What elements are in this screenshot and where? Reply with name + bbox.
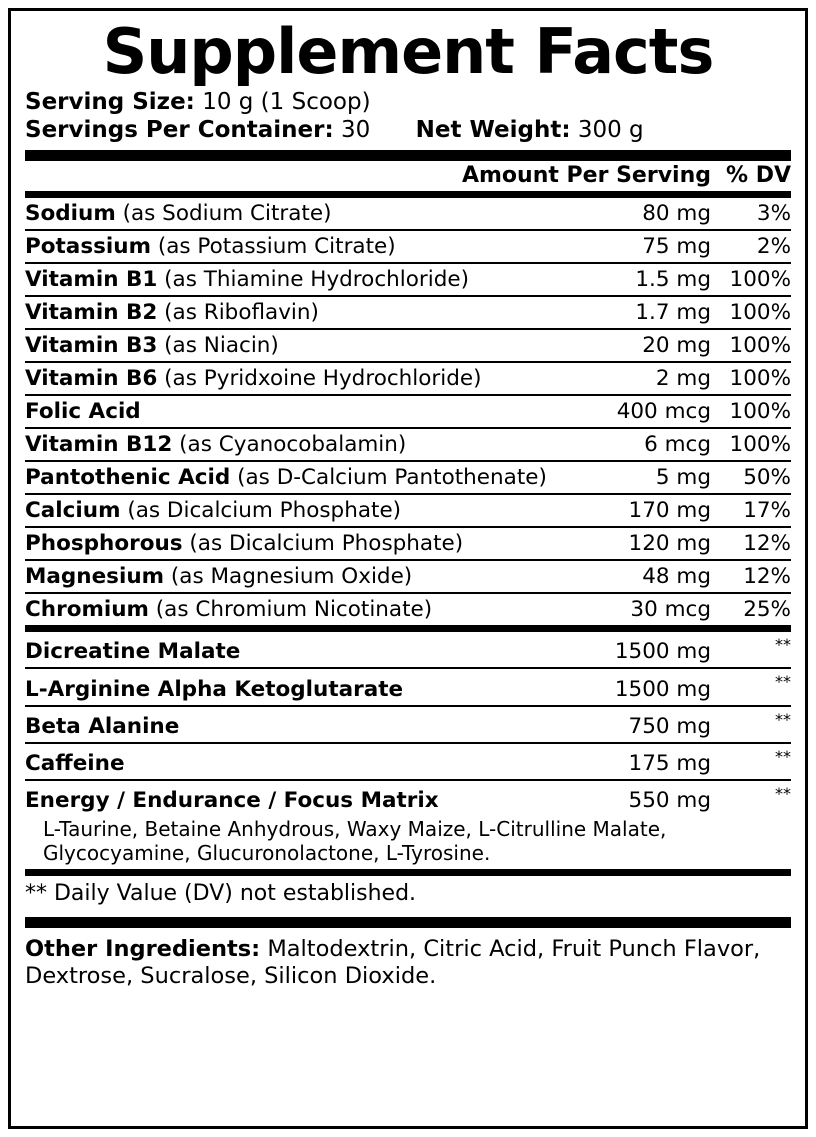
nutrient-source: (as Riboflavin) — [157, 300, 319, 326]
table-row — [25, 632, 791, 668]
divider-med-mid — [25, 625, 791, 632]
table-row — [25, 593, 791, 625]
divider-thick-bottom — [25, 917, 791, 928]
net-weight-value: 300 g — [577, 117, 644, 144]
nutrient-name: Vitamin B3 — [25, 333, 158, 359]
nutrient-percent-dv: 12% — [713, 527, 791, 560]
nutrient-percent-dv: ** — [713, 743, 791, 780]
nutrient-percent-dv: 2% — [713, 230, 791, 263]
nutrient-name-cell — [25, 461, 606, 494]
nutrient-amount: 550 mg — [581, 780, 713, 816]
table-row — [25, 230, 791, 263]
nutrient-name-cell — [25, 593, 606, 625]
nutrient-amount: 120 mg — [606, 527, 713, 560]
divider-med-bottom — [25, 869, 791, 876]
nutrient-percent-dv: ** — [713, 668, 791, 705]
nutrient-source: (as Thiamine Hydrochloride) — [157, 267, 469, 293]
nutrient-name-cell — [25, 395, 606, 428]
nutrient-amount: 400 mcg — [606, 395, 713, 428]
nutrient-header-table — [25, 161, 791, 191]
nutrient-name: Calcium — [25, 498, 121, 524]
nutrient-source: (as Chromium Nicotinate) — [148, 597, 433, 623]
divider-thick-top — [25, 150, 791, 161]
nutrient-source: (as D-Calcium Pantothenate) — [230, 465, 547, 491]
net-weight-group — [416, 116, 644, 144]
nutrient-name: Sodium — [25, 201, 116, 227]
nutrient-amount: 1500 mg — [614, 639, 711, 665]
nutrient-source: (as Potassium Citrate) — [151, 234, 396, 260]
servings-per-container-value: 30 — [341, 117, 371, 144]
nutrient-amount: 170 mg — [606, 494, 713, 527]
net-weight-label: Net Weight: — [415, 117, 571, 144]
page-title: Supplement Facts — [102, 15, 714, 88]
nutrient-name: Vitamin B2 — [25, 300, 158, 326]
table-row — [25, 780, 791, 816]
nutrient-amount: 30 mcg — [606, 593, 713, 625]
nutrient-amount: 5 mg — [606, 461, 713, 494]
nutrient-amount: 1.7 mg — [606, 296, 713, 329]
nutrient-name: Caffeine — [25, 750, 125, 776]
nutrient-source: (as Magnesium Oxide) — [164, 564, 413, 590]
nutrient-name: L-Arginine Alpha Ketoglutarate — [25, 676, 404, 702]
nutrient-amount: 750 mg — [581, 706, 713, 743]
nutrient-amount: 1.5 mg — [606, 263, 713, 296]
nutrient-name-cell — [25, 263, 606, 296]
nutrient-name: Vitamin B1 — [25, 267, 158, 293]
nutrient-name: Dicreatine Malate — [25, 639, 241, 665]
nutrient-name-cell — [25, 560, 606, 593]
table-header-row — [25, 161, 791, 191]
nutrient-name-cell — [25, 230, 606, 263]
nutrient-table — [25, 198, 791, 625]
table-row — [25, 428, 791, 461]
nutrient-percent-dv: ** — [775, 635, 791, 655]
nutrient-name-cell — [25, 296, 606, 329]
table-row — [25, 362, 791, 395]
supplement-facts-panel — [8, 8, 808, 1129]
header-amount-per-serving: Amount Per Serving — [461, 163, 711, 189]
nutrient-amount: 1500 mg — [581, 668, 713, 705]
nutrient-percent-dv: 100% — [713, 263, 791, 296]
nutrient-amount: 20 mg — [606, 329, 713, 362]
nutrient-amount: 175 mg — [581, 743, 713, 780]
nutrient-percent-dv: 100% — [713, 329, 791, 362]
nutrient-percent-dv: 100% — [713, 428, 791, 461]
divider-med-under-header — [25, 191, 791, 198]
table-row — [25, 263, 791, 296]
nutrient-percent-dv: 17% — [713, 494, 791, 527]
table-row — [25, 329, 791, 362]
nutrient-name: Magnesium — [25, 564, 165, 590]
serving-size-line — [25, 88, 791, 116]
nutrient-name: Vitamin B12 — [25, 432, 173, 458]
nutrient-name-cell — [25, 329, 606, 362]
nutrient-name: Vitamin B6 — [25, 366, 158, 392]
serving-size-value: 10 g (1 Scoop) — [202, 89, 371, 116]
table-row — [25, 706, 791, 743]
table-row — [25, 395, 791, 428]
nutrient-amount: 48 mg — [606, 560, 713, 593]
nutrient-name-cell — [25, 668, 581, 705]
nutrient-name-cell — [25, 527, 606, 560]
nutrient-name-cell — [25, 706, 581, 743]
matrix-ingredients-text: L-Taurine, Betaine Anhydrous, Waxy Maize, L-Citrulline Malate, Glycocyamine, Glucuronolactone, L-Tyrosine. — [43, 816, 667, 865]
daily-value-footnote: ** Daily Value (DV) not established. — [25, 881, 417, 907]
nutrient-name-cell — [25, 428, 606, 461]
nutrient-name: Energy / Endurance / Focus Matrix — [25, 787, 439, 813]
nutrient-percent-dv: 100% — [713, 362, 791, 395]
serving-size-label: Serving Size: — [25, 89, 195, 116]
nutrient-name: Phosphorous — [25, 531, 183, 557]
table-row — [25, 198, 791, 230]
nutrient-amount: 75 mg — [606, 230, 713, 263]
table-row — [25, 494, 791, 527]
nutrient-name: Chromium — [25, 597, 149, 623]
nutrient-name-cell — [25, 494, 606, 527]
nutrient-source: (as Dicalcium Phosphate) — [120, 498, 402, 524]
nutrient-amount: 80 mg — [642, 201, 711, 227]
nutrient-name-cell — [25, 780, 581, 816]
nutrient-name: Pantothenic Acid — [25, 465, 231, 491]
nutrient-name-cell — [25, 362, 606, 395]
nutrient-amount: 2 mg — [606, 362, 713, 395]
nutrient-percent-dv: 100% — [713, 296, 791, 329]
nutrient-percent-dv: ** — [713, 780, 791, 816]
nutrient-percent-dv: 25% — [713, 593, 791, 625]
nutrient-percent-dv: 50% — [713, 461, 791, 494]
nutrient-name: Folic Acid — [25, 399, 141, 425]
nutrient-percent-dv: ** — [713, 706, 791, 743]
nutrient-name: Potassium — [25, 234, 151, 260]
other-ingredients-value: Maltodextrin, Citric Acid, Fruit Punch Flavor, Dextrose, Sucralose, Silicon Dioxide. — [25, 936, 761, 990]
nutrient-source: (as Pyridxoine Hydrochloride) — [157, 366, 482, 392]
table-row — [25, 560, 791, 593]
header-percent-dv: % DV — [726, 163, 791, 189]
table-row — [25, 743, 791, 780]
other-ingredients — [25, 928, 791, 990]
nutrient-percent-dv: 100% — [713, 395, 791, 428]
servings-per-container-line — [25, 116, 791, 144]
blend-table — [25, 632, 791, 816]
nutrient-source: (as Niacin) — [157, 333, 279, 359]
servings-per-container-label: Servings Per Container: — [25, 117, 334, 144]
nutrient-source: (as Cyanocobalamin) — [172, 432, 407, 458]
nutrient-name-cell — [25, 632, 581, 668]
table-row — [25, 461, 791, 494]
nutrient-name-cell — [25, 198, 606, 230]
nutrient-name-cell — [25, 743, 581, 780]
table-row — [25, 668, 791, 705]
nutrient-source: (as Sodium Citrate) — [115, 201, 332, 227]
other-ingredients-label: Other Ingredients: — [25, 936, 261, 963]
nutrient-source: (as Dicalcium Phosphate) — [182, 531, 464, 557]
nutrient-amount: 6 mcg — [606, 428, 713, 461]
nutrient-percent-dv: 3% — [756, 201, 791, 227]
nutrient-percent-dv: 12% — [713, 560, 791, 593]
table-row — [25, 527, 791, 560]
nutrient-name: Beta Alanine — [25, 713, 180, 739]
table-row — [25, 296, 791, 329]
